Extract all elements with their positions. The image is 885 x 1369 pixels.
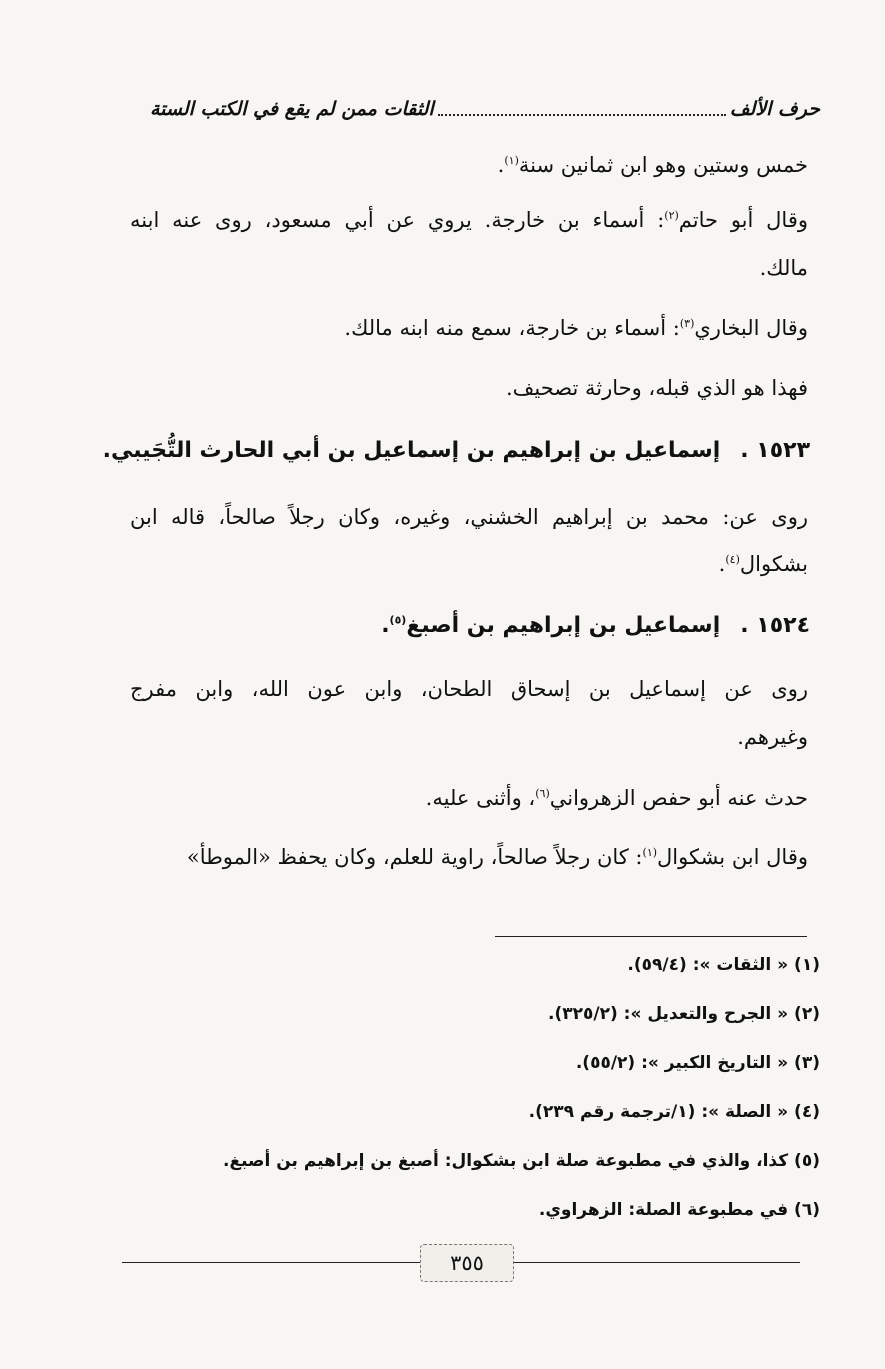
footer-rule-left: [122, 1262, 420, 1263]
entry-number: ١٥٢٣ .: [740, 438, 810, 463]
footnote-4: (٤) « الصلة »: (١/ترجمة رقم ٢٣٩).: [528, 1102, 820, 1122]
footnote-2: (٢) « الجرح والتعديل »: (٣٢٥/٢).: [548, 1004, 820, 1024]
entry-number: ١٥٢٤ .: [740, 613, 810, 638]
page-number: ٣٥٥: [420, 1244, 514, 1282]
entry-heading-1523: [102, 438, 810, 463]
paragraph-4: فهذا هو الذي قبله، وحارثة تصحيف.: [505, 376, 808, 400]
header-dots: [438, 102, 726, 116]
header-book-title: الثقات ممن لم يقع في الكتب الستة: [150, 98, 434, 120]
footnote-separator: [495, 936, 807, 937]
header-chapter: حرف الألف: [729, 98, 820, 120]
entry-title: إسماعيل بن إبراهيم بن إسماعيل بن أبي الحارث التُّجَيبي.: [102, 438, 721, 463]
running-header: [150, 92, 820, 126]
paragraph-7: حدث عنه أبو حفص الزهرواني$^{(٦)}$، وأثنى عليه.: [425, 786, 808, 810]
paragraph-3: وقال البخاري$^{(٣)}$: أسماء بن خارجة، سمع منه ابنه مالك.: [344, 316, 808, 340]
entry-heading-1524: ١٥٢٤ .إسماعيل بن إبراهيم بن أصبغ$^{(٥)}$.: [381, 613, 810, 638]
footnote-6: (٦) في مطبوعة الصلة: الزهراوي.: [538, 1200, 820, 1220]
footnote-5: (٥) كذا، والذي في مطبوعة صلة ابن بشكوال: أصبغ بن إبراهيم بن أصبغ.: [223, 1151, 820, 1171]
footer-rule-right: [512, 1262, 800, 1263]
paragraph-8: وقال ابن بشكوال$^{(١)}$: كان رجلاً صالحاً، راوية للعلم، وكان يحفظ «الموطأ»: [186, 845, 808, 869]
footnote-1: (١) « الثقات »: (٥٩/٤).: [627, 955, 820, 975]
footnote-3: (٣) « التاريخ الكبير »: (٥٥/٢).: [575, 1053, 820, 1073]
paragraph-2: وقال أبو حاتم$^{(٢)}$: أسماء بن خارجة. يروي عن أبي مسعود، روى عنه ابنه: [130, 208, 808, 232]
paragraph-6-cont: وغيرهم.: [737, 725, 808, 749]
entry-title: إسماعيل بن إبراهيم بن أصبغ: [406, 613, 721, 638]
paragraph-5: روى عن: محمد بن إبراهيم الخشني، وغيره، وكان رجلاً صالحاً، قاله ابن: [130, 505, 808, 529]
paragraph-5-cont: بشكوال$^{(٤)}$.: [718, 552, 808, 576]
paragraph-1: خمس وستين وهو ابن ثمانين سنة$^{(١)}$.: [497, 153, 808, 177]
paragraph-2-cont: مالك.: [759, 256, 808, 280]
paragraph-6: روى عن إسماعيل بن إسحاق الطحان، وابن عون الله، وابن مفرج: [130, 677, 808, 701]
